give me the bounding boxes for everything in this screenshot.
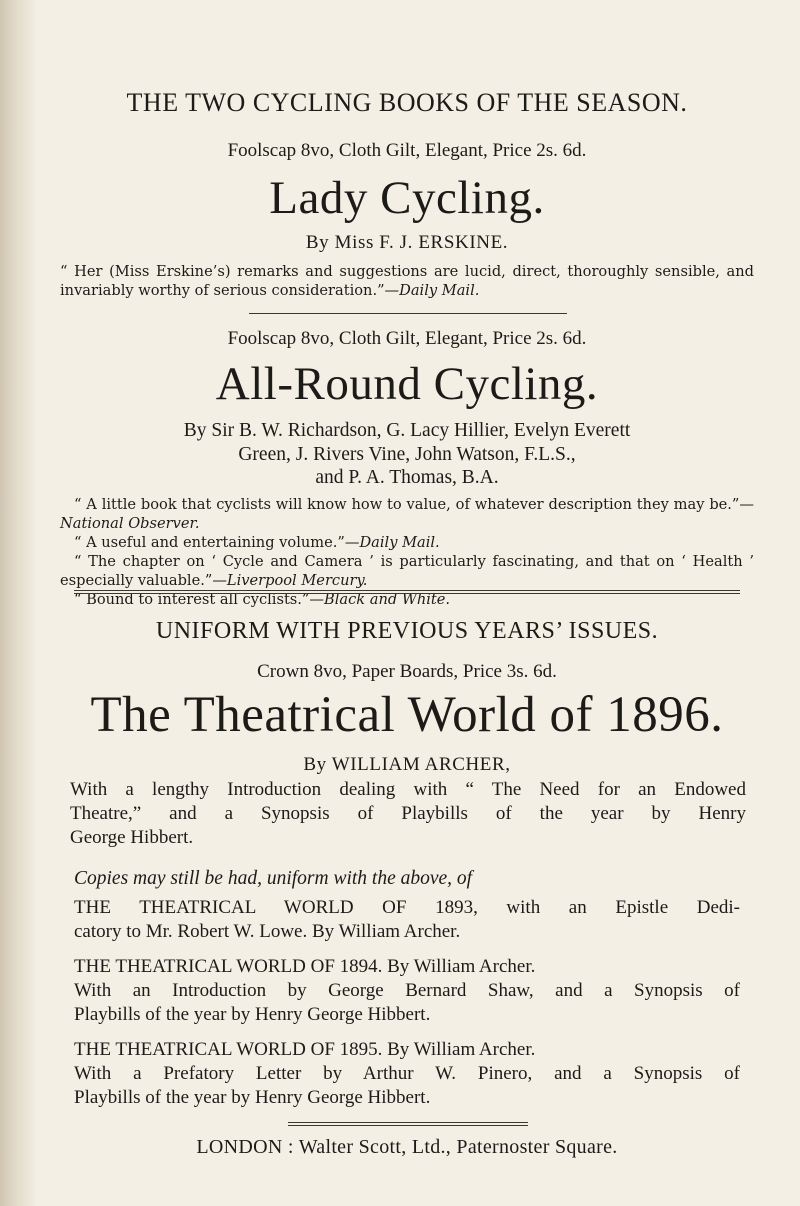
copies-entry-1895-line1: THE THEATRICAL WORLD OF 1895. By William Archer.	[74, 1039, 536, 1060]
theatrical-world-author: By WILLIAM ARCHER,	[303, 754, 511, 775]
book2-authors-line1: By Sir B. W. Richardson, G. Lacy Hillier, Evelyn Everett	[183, 420, 631, 441]
book2-review: “ The chapter on ‘ Cycle and Camera ’ is particularly fascinating, and that on ‘ Health ’ especially valuable.”—Liverpool Mercury.	[60, 553, 754, 589]
book1-review-source: Daily Mail.	[399, 282, 480, 299]
divider-rule	[249, 313, 567, 314]
book1-review	[60, 262, 754, 300]
book1-review-quote: “ Her (Miss Erskine’s) remarks and suggestions are lucid, direct, thoroughly sensible, and invariably worthy of serious consideration.”—	[60, 263, 754, 299]
book1-title: Lady Cycling.	[269, 172, 545, 224]
footer-rule	[288, 1122, 528, 1126]
copies-entry-1893-line2: catory to Mr. Robert W. Lowe. By William Archer.	[74, 921, 461, 942]
copies-entry-1894-line1: THE THEATRICAL WORLD OF 1894. By William Archer.	[74, 956, 536, 977]
book2-title: All-Round Cycling.	[215, 358, 599, 410]
book1-spec: Foolscap 8vo, Cloth Gilt, Elegant, Price 2s. 6d.	[227, 140, 587, 161]
copies-entry-1895-line2: With a Prefatory Letter by Arthur W. Pinero, and a Synopsis of	[74, 1063, 740, 1084]
copies-entry-1894-line2: With an Introduction by George Bernard Shaw, and a Synopsis of	[74, 980, 740, 1001]
theatrical-world-intro-line1: With a lengthy Introduction dealing with “ The Need for an Endowed	[70, 779, 746, 800]
book2-authors-line2: Green, J. Rivers Vine, John Watson, F.L.S.,	[238, 444, 576, 465]
book2-review: “ A little book that cyclists will know how to value, of whatever description they may be.”—National Observer.	[60, 496, 754, 532]
book2-spec: Foolscap 8vo, Cloth Gilt, Elegant, Price 2s. 6d.	[227, 328, 587, 349]
publisher-imprint: LONDON : Walter Scott, Ltd., Paternoster Square.	[196, 1136, 618, 1158]
book2-authors-line3: and P. A. Thomas, B.A.	[315, 467, 499, 488]
copies-entry-1894-line3: Playbills of the year by Henry George Hibbert.	[74, 1004, 431, 1025]
theatrical-world-title: The Theatrical World of 1896.	[90, 687, 724, 743]
copies-entry-1895-line3: Playbills of the year by Henry George Hibbert.	[74, 1087, 431, 1108]
book2-review: “ A useful and entertaining volume.”—Daily Mail.	[74, 534, 440, 551]
book2-review: “ Bound to interest all cyclists.”—Black and White.	[74, 591, 451, 608]
uniform-heading: UNIFORM WITH PREVIOUS YEARS’ ISSUES.	[155, 618, 659, 644]
uniform-spec: Crown 8vo, Paper Boards, Price 3s. 6d.	[257, 661, 557, 682]
page-heading: THE TWO CYCLING BOOKS OF THE SEASON.	[126, 88, 688, 117]
copies-heading: Copies may still be had, uniform with the above, of	[74, 868, 473, 889]
copies-entry-1893-line1: THE THEATRICAL WORLD OF 1893, with an Epistle Dedi-	[74, 897, 740, 918]
book1-author: By Miss F. J. ERSKINE.	[305, 232, 509, 253]
section-rule	[74, 590, 740, 594]
theatrical-world-intro-line3: George Hibbert.	[70, 827, 194, 848]
page-edge-shadow	[0, 0, 38, 1206]
theatrical-world-intro-line2: Theatre,” and a Synopsis of Playbills of the year by Henry	[70, 803, 746, 824]
